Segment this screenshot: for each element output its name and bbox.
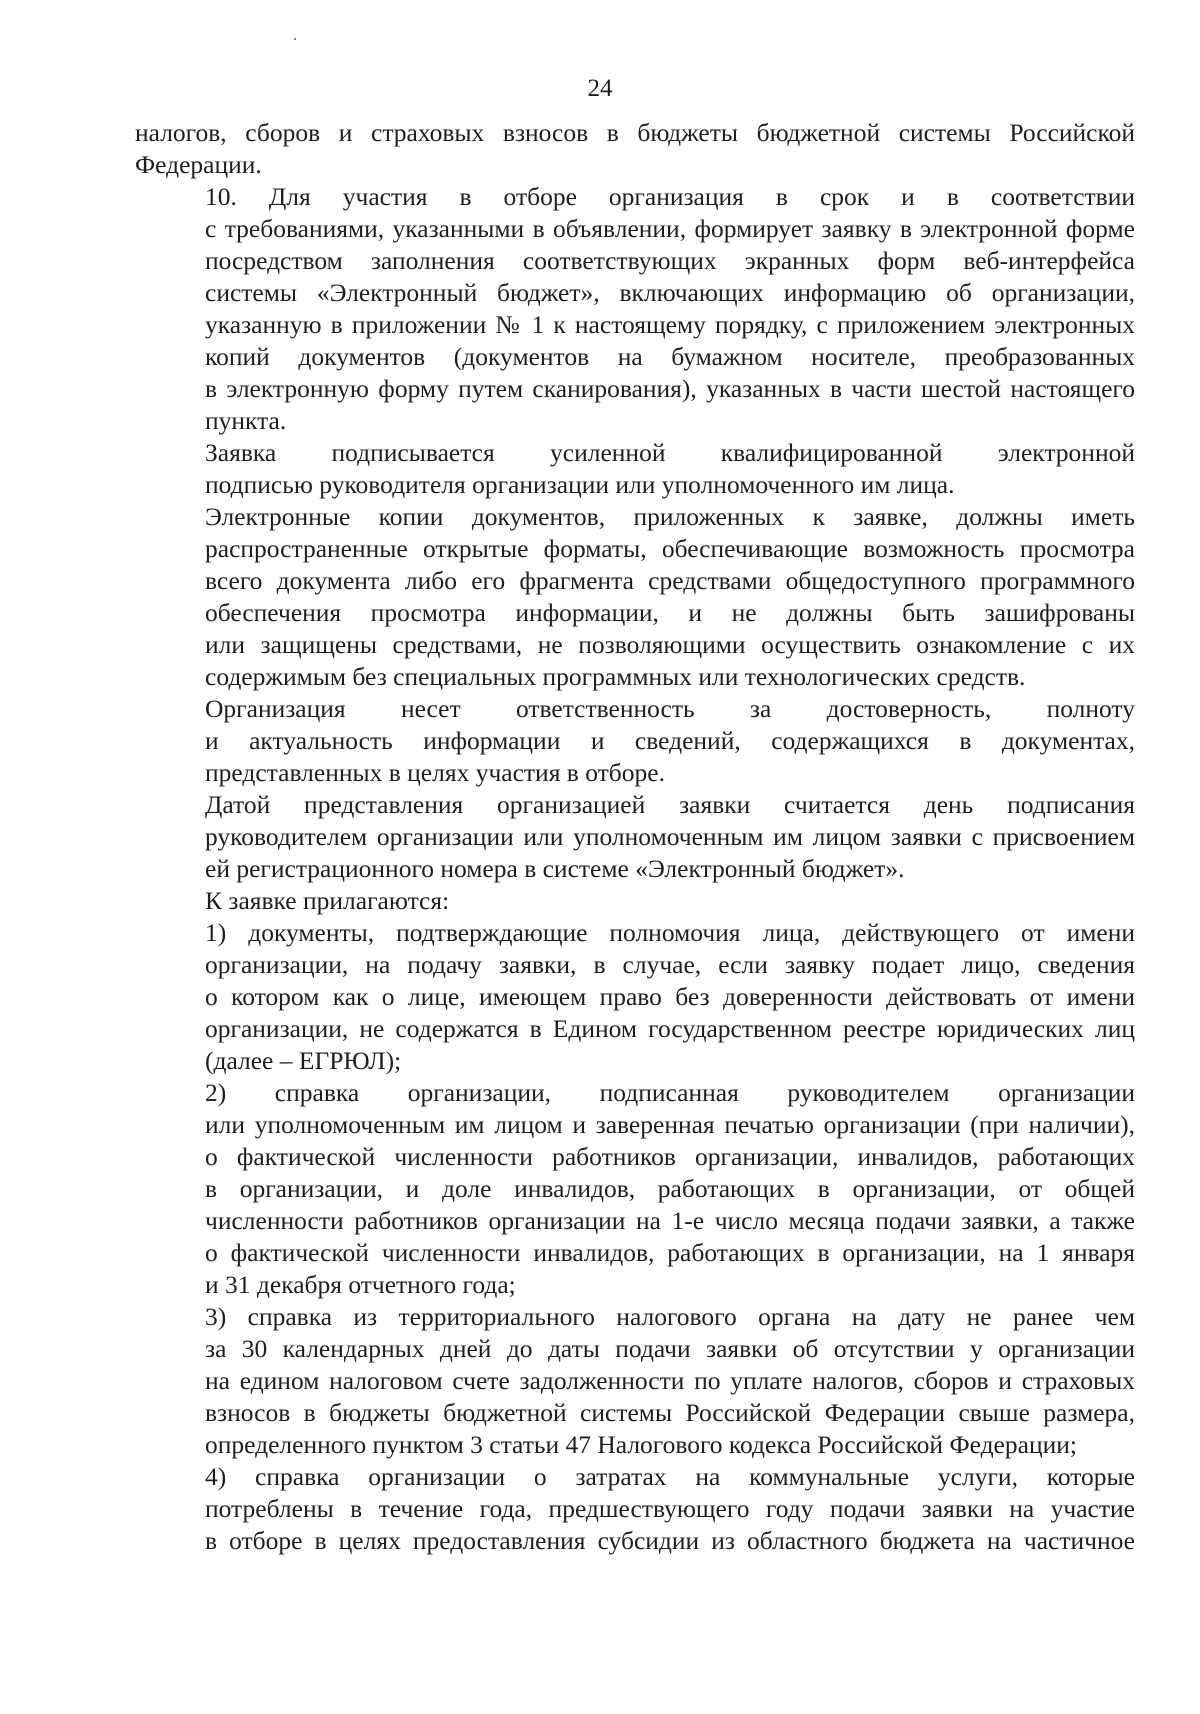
text-line: пункта. [205,406,287,435]
paragraph [135,789,1135,885]
text-line: на едином налоговом счете задолженности по уплате налогов, сборов и страховых [205,1366,1135,1395]
text-line: (далее – ЕГРЮЛ); [205,1046,402,1075]
text-line: о фактической численности инвалидов, работающих в организации, на 1 января [205,1238,1135,1267]
paragraph [135,1461,1135,1557]
text-line: в электронную форму путем сканирования), указанных в части шестой настоящего [205,374,1135,403]
paragraph [135,181,1135,437]
text-line: определенного пунктом 3 статьи 47 Налогового кодекса Российской Федерации; [205,1430,1077,1459]
text-line: с требованиями, указанными в объявлении, формирует заявку в электронной форме [205,214,1135,243]
text-line: потреблены в течение года, предшествующего году подачи заявки на участие [205,1494,1135,1523]
text-line: численности работников организации на 1-е число месяца подачи заявки, а также [205,1206,1135,1235]
text-line: и актуальность информации и сведений, содержащихся в документах, [205,726,1135,755]
page-number: 24 [587,75,613,102]
text-line: в организации, и доле инвалидов, работающих в организации, от общей [205,1174,1135,1203]
text-line: системы «Электронный бюджет», включающих информацию об организации, [205,278,1135,307]
text-line: 2) справка организации, подписанная руководителем организации [205,1078,1135,1107]
text-line: представленных в целях участия в отборе. [205,758,665,787]
paragraph [135,1301,1135,1461]
text-line: подписью руководителя организации или уполномоченного им лица. [205,470,955,499]
text-line: содержимым без специальных программных или технологических средств. [205,662,1026,691]
text-line: Организация несет ответственность за достоверность, полноту [205,694,1135,723]
text-line: Заявка подписывается усиленной квалифицированной электронной [205,438,1135,467]
text-line: Электронные копии документов, приложенных к заявке, должны иметь [205,502,1135,531]
text-line: 1) документы, подтверждающие полномочия лица, действующего от имени [205,918,1135,947]
text-line: всего документа либо его фрагмента средствами общедоступного программного [205,566,1135,595]
paragraph [135,1077,1135,1301]
text-line: или уполномоченным им лицом и заверенная печатью организации (при наличии), [205,1110,1135,1139]
text-line: К заявке прилагаются: [205,886,450,915]
text-line: указанную в приложении № 1 к настоящему порядку, с приложением электронных [205,310,1135,339]
text-line: ей регистрационного номера в системе «Электронный бюджет». [205,854,905,883]
text-line: за 30 календарных дней до даты подачи заявки об отсутствии у организации [205,1334,1135,1363]
text-line: распространенные открытые форматы, обеспечивающие возможность просмотра [205,534,1135,563]
text-line: организации, на подачу заявки, в случае, если заявку подает лицо, сведения [205,950,1135,979]
text-line: руководителем организации или уполномоченным им лицом заявки с присвоением [205,822,1135,851]
paragraph [135,917,1135,1077]
text-line: в отборе в целях предоставления субсидии из областного бюджета на частичное [205,1526,1135,1555]
paragraph [135,117,1135,181]
text-line: Датой представления организацией заявки считается день подписания [205,790,1135,819]
text-line: копий документов (документов на бумажном носителе, преобразованных [205,342,1135,371]
paragraph [135,693,1135,789]
text-line: организации, не содержатся в Едином государственном реестре юридических лиц [205,1014,1135,1043]
text-line: 4) справка организации о затратах на коммунальные услуги, которые [205,1462,1135,1491]
text-line: посредством заполнения соответствующих экранных форм веб-интерфейса [205,246,1135,275]
text-line: 10. Для участия в отборе организация в срок и в соответствии [205,182,1135,211]
paragraph [135,885,1135,917]
text-line: или защищены средствами, не позволяющими осуществить ознакомление с их [205,630,1135,659]
paragraph [135,437,1135,501]
text-line: о фактической численности работников организации, инвалидов, работающих [205,1142,1135,1171]
text-line: о котором как о лице, имеющем право без доверенности действовать от имени [205,982,1135,1011]
document-body [135,117,1135,1557]
text-line: Федерации. [135,150,262,179]
text-line: обеспечения просмотра информации, и не должны быть зашифрованы [205,598,1135,627]
text-line: и 31 декабря отчетного года; [205,1270,516,1299]
text-line: взносов в бюджеты бюджетной системы Российской Федерации свыше размера, [205,1398,1135,1427]
text-line: 3) справка из территориального налогового органа на дату не ранее чем [205,1302,1135,1331]
paragraph [135,501,1135,693]
scan-speck [294,38,296,40]
text-line: налогов, сборов и страховых взносов в бюджеты бюджетной системы Российской [135,118,1135,147]
